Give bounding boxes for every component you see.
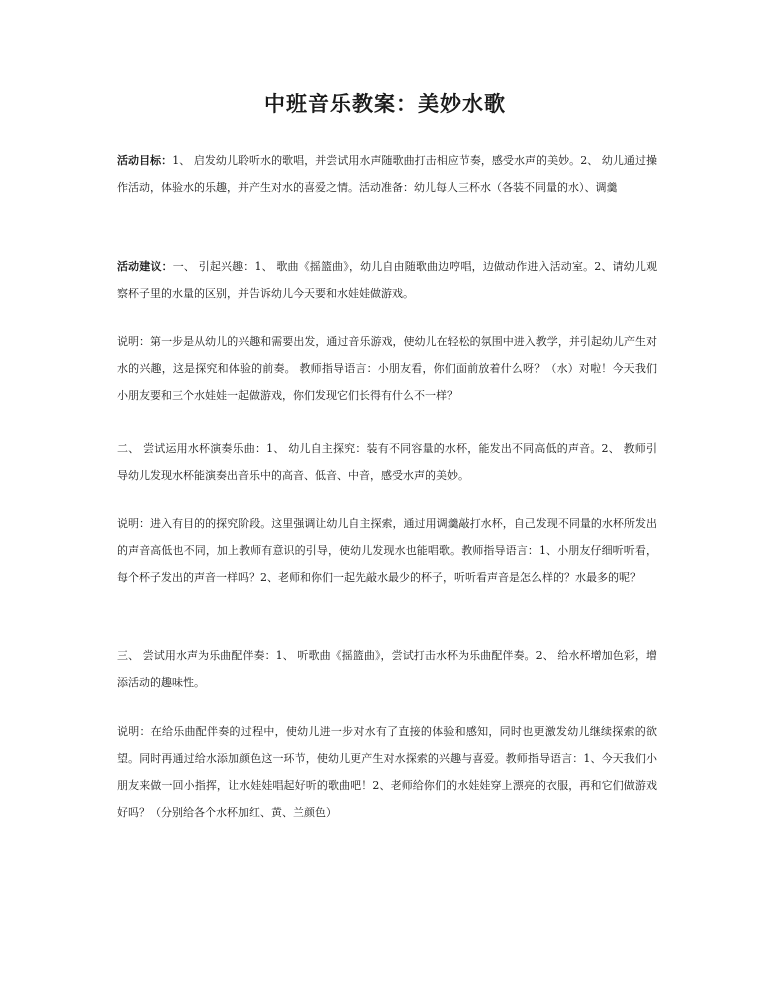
paragraph-step-3 <box>117 642 657 696</box>
paragraph-explanation-3 <box>117 718 657 826</box>
section-label-goals: 活动目标： <box>117 154 173 167</box>
paragraph-text: 三、 尝试用水声为乐曲配伴奏：1、 听歌曲《摇篮曲》，尝试打击水杯为乐曲配伴奏。2、 给水杯增加色彩，增添活动的趣味性。 <box>117 649 657 689</box>
paragraph-activity-goals <box>117 147 657 201</box>
paragraph-explanation-2 <box>117 510 657 591</box>
paragraph-text: 二、 尝试运用水杯演奏乐曲：1、 幼儿自主探究：装有不同容量的水杯，能发出不同高低的声音。2、 教师引导幼儿发现水杯能演奏出音乐中的高音、低音、中音，感受水声的美妙。 <box>117 442 657 482</box>
paragraph-text: 说明：在给乐曲配伴奏的过程中，使幼儿进一步对水有了直接的体验和感知，同时也更激发幼儿继续探索的欲望。同时再通过给水添加颜色这一环节，使幼儿更产生对水探索的兴趣与喜爱。教师指导语言：1、今天我们小朋友来做一回小指挥，让水娃娃唱起好听的歌曲吧！2、老师给你们的水娃娃穿上漂亮的衣服，再和它们做游戏好吗？（分别给各个水杯加红、黄、兰颜色） <box>117 725 657 819</box>
paragraph-text: 说明：第一步是从幼儿的兴趣和需要出发，通过音乐游戏，使幼儿在轻松的氛围中进入教学，并引起幼儿产生对水的兴趣，这是探究和体验的前奏。 教师指导语言：小朋友看，你们面前放着什么呀？（水）对啦！今天我们小朋友要和三个水娃娃一起做游戏，你们发现它们长得有什么不一样？ <box>117 335 657 402</box>
paragraph-text: 1、 启发幼儿聆听水的歌唱，并尝试用水声随歌曲打击相应节奏，感受水声的美妙。2、 幼儿通过操作活动，体验水的乐趣，并产生对水的喜爱之情。活动准备：幼儿每人三杯水（各装不同量的水）、调羹 <box>117 154 657 194</box>
paragraph-step-2 <box>117 435 657 489</box>
section-label-suggestions: 活动建议： <box>117 260 173 273</box>
paragraph-text: 说明：进入有目的的探究阶段。这里强调让幼儿自主探索，通过用调羹敲打水杯，自己发现不同量的水杯所发出的声音高低也不同，加上教师有意识的引导，使幼儿发现水也能唱歌。教师指导语言：1、小朋友仔细听听看，每个杯子发出的声音一样吗？2、老师和你们一起先敲水最少的杯子，听听看声音是怎么样的？水最多的呢？ <box>117 517 657 584</box>
paragraph-activity-suggestions <box>117 253 657 307</box>
paragraph-explanation-1 <box>117 328 657 409</box>
paragraph-text: 一、 引起兴趣：1、 歌曲《摇篮曲》，幼儿自由随歌曲边哼唱，边做动作进入活动室。2、请幼儿观察杯子里的水量的区别，并告诉幼儿今天要和水娃娃做游戏。 <box>117 260 657 300</box>
document-title: 中班音乐教案：美妙水歌 <box>264 91 506 116</box>
